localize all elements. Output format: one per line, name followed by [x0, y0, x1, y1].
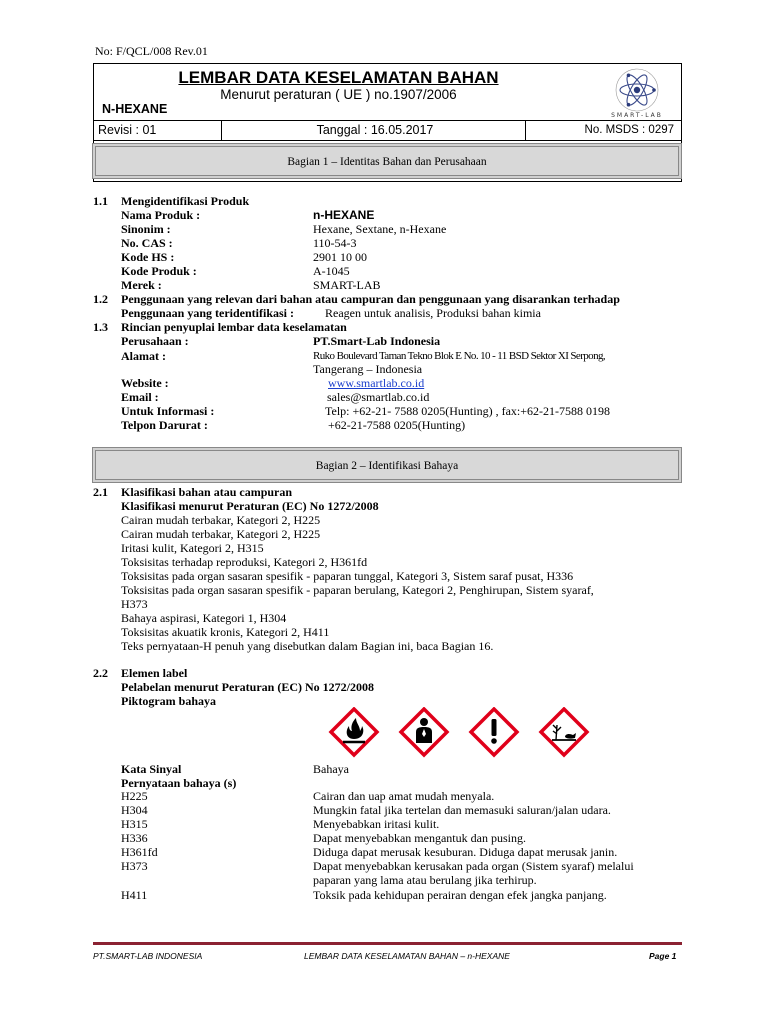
hazard-code: H304	[121, 803, 148, 817]
field-label: No. CAS :	[121, 236, 173, 250]
footer-document-title: LEMBAR DATA KESELAMATAN BAHAN – n-HEXANE	[304, 951, 510, 961]
section-2-title: Bagian 2 – Identifikasi Bahaya	[95, 450, 679, 480]
logo-text: SMART-LAB	[611, 112, 663, 119]
field-value: 110-54-3	[313, 236, 357, 250]
hazard-text: Cairan dan uap amat mudah menyala.	[313, 789, 495, 803]
signal-word-label: Kata Sinyal	[121, 762, 182, 776]
health-hazard-icon	[401, 709, 447, 755]
field-value: Hexane, Sextane, n-Hexane	[313, 222, 447, 236]
labelling-subtitle: Pelabelan menurut Peraturan (EC) No 1272/2008	[121, 680, 374, 694]
hazard-statements-label: Pernyataan bahaya (s)	[121, 776, 237, 790]
classification-line: Bahaya aspirasi, Kategori 1, H304	[121, 611, 287, 625]
footer-company: PT.SMART-LAB INDONESIA	[93, 951, 203, 961]
classification-line: Toksisitas pada organ sasaran spesifik - paparan tunggal, Kategori 3, Sistem saraf pusat, H336	[121, 569, 574, 583]
subsection-title: Elemen label	[121, 666, 188, 680]
section-1-title: Bagian 1 – Identitas Bahan dan Perusahaan	[95, 146, 679, 176]
field-label: Perusahaan :	[121, 334, 189, 348]
revision-number: Revisi : 01	[98, 121, 222, 140]
subsection-title: Rincian penyuplai lembar data keselamatan	[121, 320, 347, 334]
environment-icon	[541, 709, 587, 755]
hazard-code: H411	[121, 888, 148, 902]
footer-page-number: Page 1	[649, 951, 677, 961]
field-label: Telpon Darurat :	[121, 418, 208, 432]
field-value: A-1045	[313, 264, 350, 278]
subsection-title: Mengidentifikasi Produk	[121, 194, 250, 208]
field-value: Reagen untuk analisis, Produksi bahan kimia	[325, 306, 541, 320]
subsection-number: 2.1	[93, 485, 108, 499]
field-label: Kode HS :	[121, 250, 175, 264]
classification-line: H373	[121, 597, 148, 611]
address-value: Tangerang – Indonesia	[313, 362, 423, 376]
flame-icon	[331, 709, 377, 755]
address-value: Ruko Boulevard Taman Tekno Blok E No. 10 - 11 BSD Sektor XI Serpong,	[313, 350, 606, 362]
classification-line: Teks pernyataan-H penuh yang disebutkan dalam Bagian ini, baca Bagian 16.	[121, 639, 494, 653]
hazard-text: Menyebabkan iritasi kulit.	[313, 817, 440, 831]
field-label: Email :	[121, 390, 159, 404]
pictogram-label: Piktogram bahaya	[121, 694, 217, 708]
document-subtitle: Menurut peraturan ( UE ) no.1907/2006	[220, 87, 457, 102]
field-label: Merek :	[121, 278, 162, 292]
field-label: Website :	[121, 376, 169, 390]
field-label: Alamat :	[121, 349, 166, 363]
subsection-number: 1.2	[93, 292, 108, 306]
field-label: Nama Produk :	[121, 208, 201, 222]
field-label: Penggunaan yang teridentifikasi :	[121, 306, 295, 320]
revision-date: Tanggal : 16.05.2017	[225, 121, 526, 140]
hazard-code: H315	[121, 817, 148, 831]
product-heading: N-HEXANE	[102, 102, 168, 116]
document-title: LEMBAR DATA KESELAMATAN BAHAN	[178, 68, 499, 87]
classification-line: Toksisitas terhadap reproduksi, Kategori 2, H361fd	[121, 555, 368, 569]
product-name-value: n-HEXANE	[313, 208, 375, 222]
hazard-code: H373	[121, 859, 148, 873]
classification-subtitle: Klasifikasi menurut Peraturan (EC) No 1272/2008	[121, 499, 379, 513]
email-value: sales@smartlab.co.id	[327, 390, 430, 404]
hazard-code: H225	[121, 789, 148, 803]
classification-line: Toksisitas akuatik kronis, Kategori 2, H411	[121, 625, 330, 639]
hazard-code: H336	[121, 831, 148, 845]
website-link[interactable]: www.smartlab.co.id	[328, 376, 425, 390]
hazard-text: paparan yang lama atau berulang jika terhirup.	[313, 873, 537, 887]
section-1-header	[92, 143, 682, 179]
hazard-text: Dapat menyebabkan mengantuk dan pusing.	[313, 831, 526, 845]
field-label: Sinonim :	[121, 222, 171, 236]
hazard-pictograms	[327, 707, 597, 759]
field-value: 2901 10 00	[313, 250, 367, 264]
hazard-code: H361fd	[121, 845, 158, 859]
field-label: Kode Produk :	[121, 264, 197, 278]
company-value: PT.Smart-Lab Indonesia	[313, 334, 441, 348]
field-value: SMART-LAB	[313, 278, 381, 292]
exclamation-icon	[471, 709, 517, 755]
document-number: No: F/QCL/008 Rev.01	[95, 44, 208, 58]
emergency-value: +62-21-7588 0205(Hunting)	[328, 418, 466, 432]
info-value: Telp: +62-21- 7588 0205(Hunting) , fax:+62-21-7588 0198	[325, 404, 610, 418]
classification-line: Cairan mudah terbakar, Kategori 2, H225	[121, 513, 321, 527]
hazard-text: Toksik pada kehidupan perairan dengan efek jangka panjang.	[313, 888, 607, 902]
field-label: Untuk Informasi :	[121, 404, 215, 418]
section-2-header	[92, 447, 682, 483]
subsection-title: Klasifikasi bahan atau campuran	[121, 485, 293, 499]
hazard-text: Dapat menyebabkan kerusakan pada organ (Sistem syaraf) melalui	[313, 859, 634, 873]
classification-line: Iritasi kulit, Kategori 2, H315	[121, 541, 264, 555]
smart-lab-logo	[602, 66, 672, 120]
hazard-text: Diduga dapat merusak kesuburan. Diduga dapat merusak janin.	[313, 845, 618, 859]
classification-line: Cairan mudah terbakar, Kategori 2, H225	[121, 527, 321, 541]
subsection-title: Penggunaan yang relevan dari bahan atau campuran dan penggunaan yang disarankan terhadap	[121, 292, 620, 306]
hazard-text: Mungkin fatal jika tertelan dan memasuki saluran/jalan udara.	[313, 803, 611, 817]
revision-row	[94, 120, 681, 141]
subsection-number: 2.2	[93, 666, 108, 680]
subsection-number: 1.3	[93, 320, 108, 334]
msds-number: No. MSDS : 0297	[584, 124, 674, 136]
signal-word-value: Bahaya	[313, 762, 349, 776]
subsection-number: 1.1	[93, 194, 108, 208]
footer-rule	[93, 942, 682, 945]
classification-line: Toksisitas pada organ sasaran spesifik - paparan berulang, Kategori 2, Penghirupan, Sistem syaraf,	[121, 583, 594, 597]
